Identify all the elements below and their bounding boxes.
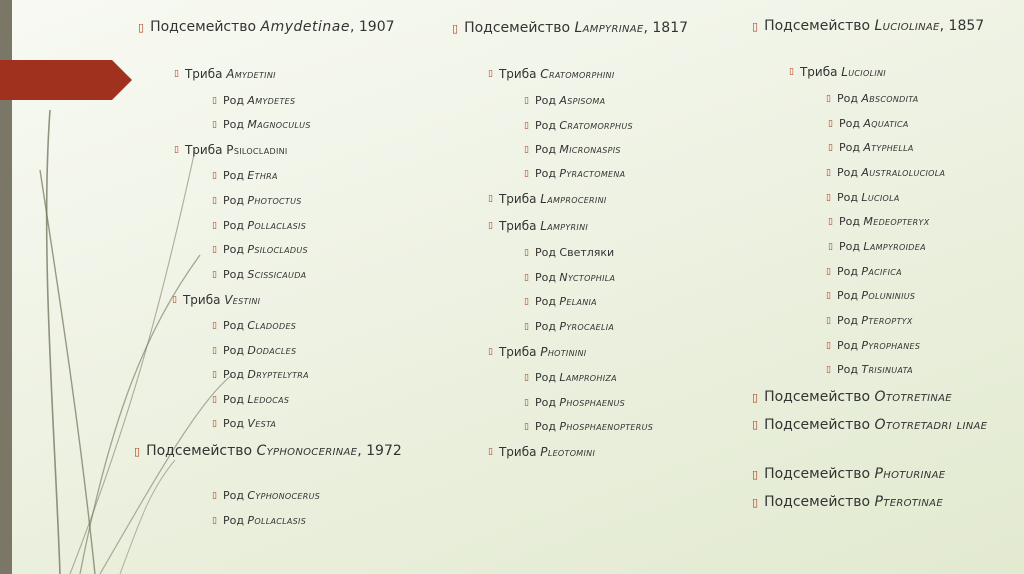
bullet-icon: ▯ [524, 373, 529, 383]
bullet-icon: ▯ [172, 295, 177, 305]
genus-item [212, 94, 295, 108]
bullet-icon: ▯ [212, 395, 217, 405]
subfamily-prefix: Подсемейство [764, 389, 871, 405]
bullet-icon: ▯ [828, 242, 833, 252]
subfamily-pterotinae [752, 494, 943, 511]
genus-item [828, 240, 926, 254]
bullet-icon: ▯ [826, 193, 831, 203]
subfamily-name: Ototretadri linae [874, 417, 988, 433]
genus-name: Pyractomena [559, 167, 626, 180]
bullet-icon: ▯ [212, 96, 217, 106]
bullet-icon: ▯ [828, 143, 833, 153]
genus-item [212, 514, 306, 528]
genus-name: Pollaclasis [247, 514, 307, 527]
genus-name: Pyrocaelia [559, 320, 615, 333]
subfamily-name: Photurinae [874, 466, 946, 482]
subfamily-prefix: Подсемейство [146, 443, 253, 459]
genus-prefix: Род [534, 420, 556, 433]
genus-item [524, 420, 653, 434]
tribe-photinini [488, 345, 586, 360]
genus-prefix: Род [836, 92, 858, 105]
bullet-icon: ▯ [828, 119, 833, 129]
genus-item [524, 396, 625, 410]
genus-item [524, 371, 617, 385]
genus-item [826, 191, 900, 205]
genus-name: Dryptelytra [247, 368, 309, 381]
bullet-icon: ▯ [488, 69, 493, 79]
bullet-icon: ▯ [452, 22, 459, 35]
bullet-icon: ▯ [752, 418, 759, 431]
genus-prefix: Род [222, 219, 244, 232]
genus-name: Ledocas [247, 393, 290, 406]
genus-name: Dodacles [247, 344, 297, 357]
subfamily-year: , 1907 [350, 19, 395, 35]
genus-prefix: Род [836, 314, 858, 327]
subfamily-name: Pterotinae [874, 494, 943, 510]
genus-prefix: Род [534, 167, 556, 180]
genus-name: Phosphaenus [559, 396, 626, 409]
bullet-icon: ▯ [826, 94, 831, 104]
bullet-icon: ▯ [174, 145, 179, 155]
bullet-icon: ▯ [752, 391, 759, 404]
tribe-prefix: Триба [498, 219, 537, 233]
genus-item [828, 117, 909, 131]
subfamily-prefix: Подсемейство [764, 417, 871, 433]
subfamily-lampyrinae [452, 20, 724, 37]
tribe-luciolini [789, 65, 886, 80]
genus-name: Phosphaenopterus [559, 420, 654, 433]
tribe-amydetini [174, 67, 276, 82]
bullet-icon: ▯ [138, 21, 145, 34]
subfamily-year: , 1817 [643, 20, 689, 36]
subfamily-amydetinae [138, 19, 420, 36]
subfamily-prefix: Подсемейство [150, 19, 257, 35]
tribe-name: Cratomorphini [540, 67, 615, 81]
genus-prefix: Род [222, 514, 244, 527]
genus-prefix: Род [222, 319, 244, 332]
genus-name: Pollaclasis [247, 219, 307, 232]
genus-name: Lamprohiza [559, 371, 617, 384]
genus-item [212, 319, 296, 333]
subfamily-prefix: Подсемейство [764, 494, 871, 510]
genus-name: Lampyroidea [863, 240, 926, 253]
bullet-icon: ▯ [488, 347, 493, 357]
bullet-icon: ▯ [752, 468, 759, 481]
genus-item [212, 368, 309, 382]
tribe-prefix: Триба [182, 293, 221, 307]
genus-item [826, 265, 902, 279]
subfamily-year: , 1972 [357, 443, 402, 459]
genus-item [524, 246, 614, 260]
tribe-lampyrini [488, 219, 588, 234]
genus-name: Nyctophila [559, 271, 616, 284]
genus-prefix: Род [836, 289, 858, 302]
genus-name: Ethra [247, 169, 278, 182]
genus-name: Abscondita [861, 92, 919, 105]
genus-name: Trisinuata [861, 363, 913, 376]
genus-item [826, 363, 913, 377]
genus-prefix: Род [534, 94, 556, 107]
subfamily-year: , 1857 [939, 18, 985, 34]
bullet-icon: ▯ [524, 169, 529, 179]
genus-name: Pelania [559, 295, 597, 308]
bullet-icon: ▯ [826, 267, 831, 277]
bullet-icon: ▯ [524, 96, 529, 106]
genus-name: Medeopteryx [863, 215, 930, 228]
bullet-icon: ▯ [524, 145, 529, 155]
genus-item [524, 271, 615, 285]
bullet-icon: ▯ [524, 273, 529, 283]
genus-prefix: Род [534, 246, 556, 259]
tribe-prefix: Триба [498, 192, 537, 206]
genus-item [524, 119, 633, 133]
bullet-icon: ▯ [212, 171, 217, 181]
genus-item [828, 141, 914, 155]
tribe-pleotomini [488, 445, 595, 460]
genus-prefix: Род [838, 141, 860, 154]
bullet-icon: ▯ [524, 121, 529, 131]
genus-item [826, 166, 945, 180]
subfamily-photurinae [752, 466, 945, 483]
subfamily-ototretinae [752, 389, 952, 406]
genus-item [212, 219, 306, 233]
tribe-name: Amydetini [226, 67, 276, 81]
bullet-icon: ▯ [826, 365, 831, 375]
genus-prefix: Род [222, 118, 244, 131]
subfamily-luciolinae [752, 18, 1004, 35]
genus-name: Australoluciola [861, 166, 946, 179]
subfamily-name: Lampyrinae [574, 20, 644, 36]
genus-item [212, 344, 296, 358]
genus-item [212, 169, 278, 183]
bullet-icon: ▯ [212, 245, 217, 255]
tribe-prefix: Триба [498, 67, 537, 81]
subfamily-ototretadrilinae [752, 416, 996, 435]
genus-prefix: Род [534, 396, 556, 409]
bullet-icon: ▯ [212, 270, 217, 280]
bullet-icon: ▯ [212, 120, 217, 130]
bullet-icon: ▯ [212, 221, 217, 231]
tribe-name: Psilocladini [226, 143, 288, 157]
genus-name: Pacifica [861, 265, 902, 278]
genus-item [826, 314, 913, 328]
tribe-prefix: Триба [184, 67, 223, 81]
tribe-prefix: Триба [799, 65, 838, 79]
bullet-icon: ▯ [212, 491, 217, 501]
genus-prefix: Род [222, 169, 244, 182]
genus-item [524, 94, 605, 108]
genus-prefix: Род [534, 143, 556, 156]
genus-name: Micronaspis [559, 143, 621, 156]
subfamily-name: Ototretinae [874, 389, 952, 405]
genus-prefix: Род [222, 393, 244, 406]
bullet-icon: ▯ [524, 248, 529, 258]
genus-prefix: Род [534, 371, 556, 384]
genus-item [212, 118, 311, 132]
genus-prefix: Род [838, 117, 860, 130]
genus-prefix: Род [222, 417, 244, 430]
genus-prefix: Род [534, 271, 556, 284]
genus-name: Vesta [247, 417, 277, 430]
genus-item [826, 289, 915, 303]
genus-item [212, 393, 289, 407]
genus-name: Aquatica [863, 117, 909, 130]
genus-prefix: Род [534, 320, 556, 333]
tribe-name: Lampyrini [540, 219, 589, 233]
tribe-name: Photinini [540, 345, 587, 359]
genus-name: Cladodes [247, 319, 297, 332]
tribe-prefix: Триба [498, 345, 537, 359]
tribe-name: Lamprocerini [540, 192, 607, 206]
genus-prefix: Род [222, 268, 244, 281]
bullet-icon: ▯ [488, 221, 493, 231]
genus-prefix: Род [836, 363, 858, 376]
genus-prefix: Род [838, 215, 860, 228]
genus-name: Pyrophanes [861, 339, 921, 352]
genus-prefix: Род [534, 119, 556, 132]
tribe-name: Luciolini [841, 65, 886, 79]
tribe-vestini [172, 293, 260, 308]
subfamily-name: Cyphonocerinae [256, 443, 358, 459]
bullet-icon: ▯ [828, 217, 833, 227]
genus-name: Poluninius [861, 289, 916, 302]
subfamily-prefix: Подсемейство [464, 20, 571, 36]
subfamily-name: Amydetinae [260, 19, 350, 35]
genus-item [826, 339, 920, 353]
genus-item [524, 167, 625, 181]
genus-prefix: Род [838, 240, 860, 253]
bullet-icon: ▯ [174, 69, 179, 79]
tribe-prefix: Триба [498, 445, 537, 459]
genus-item [524, 143, 621, 157]
genus-item [826, 92, 919, 106]
genus-item [212, 194, 302, 208]
bullet-icon: ▯ [826, 341, 831, 351]
tribe-name: Pleotomini [540, 445, 596, 459]
genus-item [524, 295, 597, 309]
bullet-icon: ▯ [212, 370, 217, 380]
genus-prefix: Род [222, 489, 244, 502]
genus-name: Cratomorphus [559, 119, 633, 132]
genus-prefix: Род [836, 265, 858, 278]
tribe-lamprocerini [488, 192, 607, 207]
bullet-icon: ▯ [524, 322, 529, 332]
bullet-icon: ▯ [789, 67, 794, 77]
genus-name: Pteroptyx [861, 314, 913, 327]
genus-item [212, 489, 320, 503]
genus-item [828, 215, 929, 229]
genus-name: Luciola [861, 191, 900, 204]
genus-prefix: Род [222, 194, 244, 207]
bullet-icon: ▯ [212, 516, 217, 526]
bullet-icon: ▯ [826, 316, 831, 326]
bullet-icon: ▯ [488, 194, 493, 204]
genus-name: Светляки [559, 246, 615, 259]
bullet-icon: ▯ [212, 346, 217, 356]
genus-prefix: Род [836, 191, 858, 204]
bullet-icon: ▯ [212, 419, 217, 429]
genus-item [212, 417, 276, 431]
genus-prefix: Род [222, 368, 244, 381]
genus-prefix: Род [836, 166, 858, 179]
tribe-psilocladini [174, 143, 288, 158]
genus-name: Magnoculus [247, 118, 311, 131]
subfamily-name: Luciolinae [874, 18, 940, 34]
bullet-icon: ▯ [524, 297, 529, 307]
genus-item [212, 268, 306, 282]
subfamily-prefix: Подсемейство [764, 18, 871, 34]
tribe-name: Vestini [224, 293, 261, 307]
genus-item [524, 320, 614, 334]
genus-prefix: Род [534, 295, 556, 308]
genus-prefix: Род [222, 344, 244, 357]
bullet-icon: ▯ [134, 445, 141, 458]
genus-name: Aspisoma [559, 94, 606, 107]
bullet-icon: ▯ [826, 168, 831, 178]
bullet-icon: ▯ [826, 291, 831, 301]
bullet-icon: ▯ [752, 496, 759, 509]
genus-name: Photoctus [247, 194, 302, 207]
bullet-icon: ▯ [752, 20, 759, 33]
bullet-icon: ▯ [212, 196, 217, 206]
genus-name: Atyphella [863, 141, 914, 154]
bullet-icon: ▯ [524, 422, 529, 432]
genus-name: Cyphonocerus [247, 489, 321, 502]
genus-prefix: Род [836, 339, 858, 352]
genus-name: Scissicauda [247, 268, 307, 281]
bullet-icon: ▯ [488, 447, 493, 457]
genus-prefix: Род [222, 94, 244, 107]
tribe-prefix: Триба [184, 143, 223, 157]
subfamily-cyphonocerinae [134, 443, 426, 460]
bullet-icon: ▯ [212, 321, 217, 331]
genus-name: Amydetes [247, 94, 296, 107]
genus-name: Psilocladus [247, 243, 308, 256]
genus-item [212, 243, 308, 257]
genus-prefix: Род [222, 243, 244, 256]
tribe-cratomorphini [488, 67, 615, 82]
bullet-icon: ▯ [524, 398, 529, 408]
subfamily-prefix: Подсемейство [764, 466, 871, 482]
